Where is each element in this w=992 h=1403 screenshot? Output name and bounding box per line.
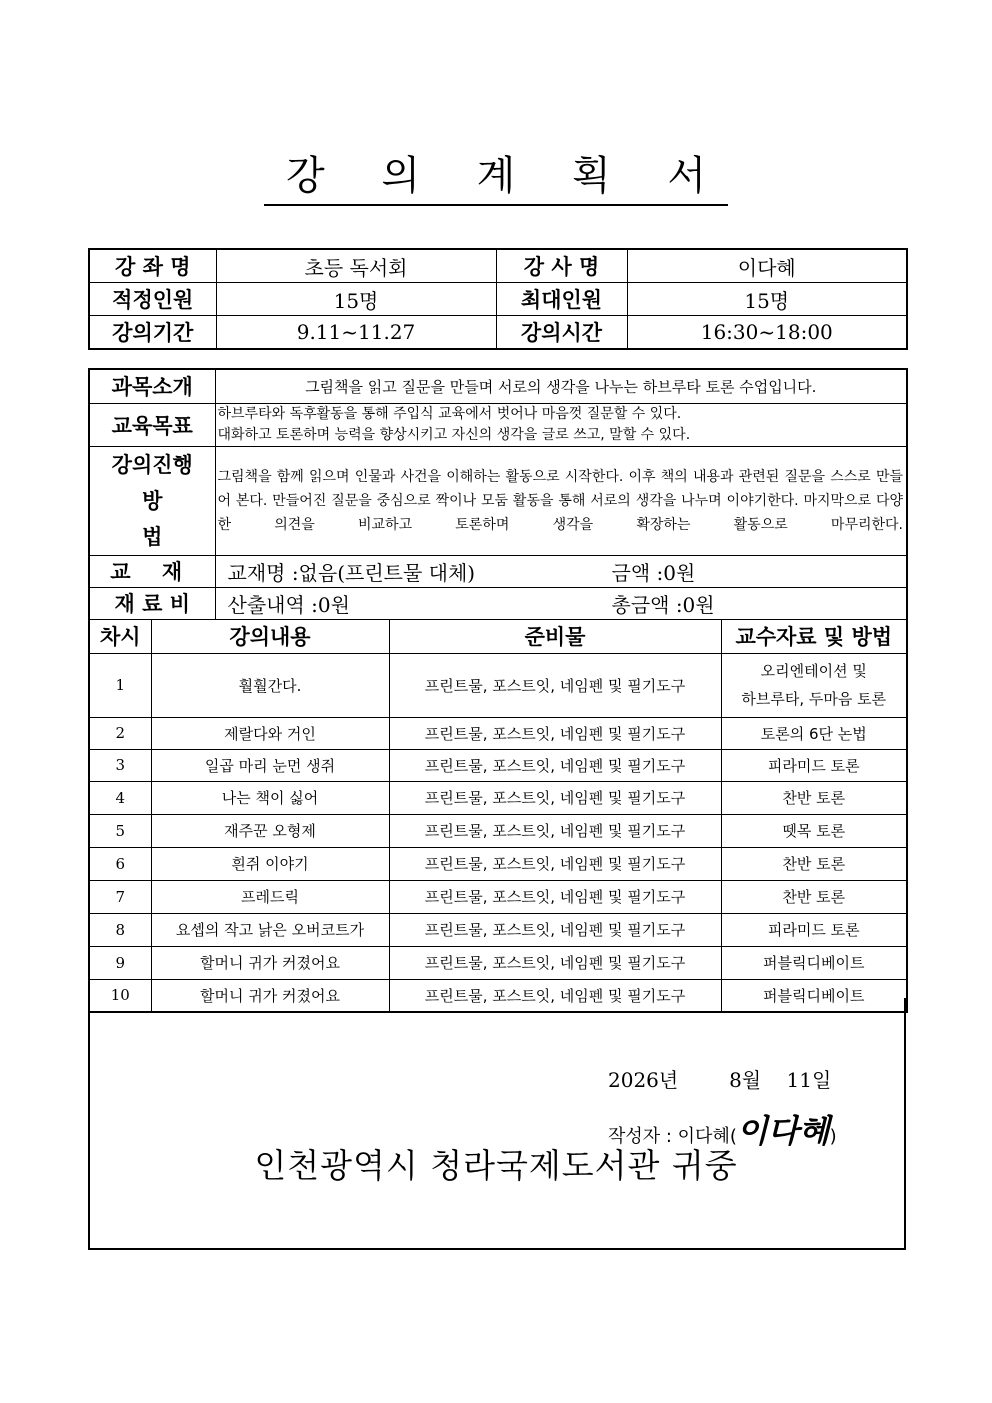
handwritten-signature: 이다혜 [736,1112,830,1150]
recipient: 인천광역시 청라국제도서관 귀중 [254,1146,738,1185]
table-row: 2 제랄다와 거인 프린트물, 포스트잇, 네임펜 및 필기도구 토론의 6단 논법 [89,717,907,749]
period-value: 9.11~11.27 [216,316,496,350]
max-capacity-label: 최대인원 [496,283,627,316]
material-value: 산출내역 :0원 [227,592,350,617]
capacity-label: 적정인원 [89,283,216,316]
col-header-session: 차시 [89,619,151,653]
time-label: 강의시간 [496,316,627,350]
instructor-value: 이다혜 [627,249,907,283]
course-name-label: 강 좌 명 [89,249,216,283]
intro-value: 그림책을 읽고 질문을 만들며 서로의 생각을 나누는 하브루타 토론 수업입니다. [215,369,907,403]
goal-line-1: 하브루타와 독후활동을 통해 주입식 교육에서 벗어나 마음껏 질문할 수 있다. [217,405,682,422]
method-label: 강의진행 방 법 [89,446,215,555]
schedule-header-row [89,619,907,653]
textbook-row [215,555,907,587]
author-label: 작성자 : 이다혜( [608,1126,737,1147]
material-row [215,587,907,619]
col-header-method: 교수자료 및 방법 [721,619,907,653]
table-row: 8 요셉의 작고 낡은 오버코트가 프린트물, 포스트잇, 네임펜 및 필기도구 피라미드 토론 [89,913,907,946]
goal-label: 교육목표 [89,403,215,446]
period-label: 강의기간 [89,316,216,350]
textbook-value: 교재명 :없음(프린트물 대체) [227,560,476,585]
time-value: 16:30~18:00 [627,316,907,350]
col-header-content: 강의내용 [151,619,389,653]
table-row: 7 프레드릭 프린트물, 포스트잇, 네임펜 및 필기도구 찬반 토론 [89,880,907,913]
course-name-value: 초등 독서회 [216,249,496,283]
document-date: 2026년 8월 11일 [608,1068,832,1092]
max-capacity-value: 15명 [627,283,907,316]
material-label: 재 료 비 [89,587,215,619]
table-row: 10 할머니 귀가 커졌어요 프린트물, 포스트잇, 네임펜 및 필기도구 퍼블릭디베이트 [89,979,907,1012]
goal-line-2: 대화하고 토론하며 능력을 향상시키고 자신의 생각을 글로 쓰고, 말할 수 있다. [217,426,691,443]
goal-value [215,403,907,446]
table-row: 4 나는 책이 싫어 프린트물, 포스트잇, 네임펜 및 필기도구 찬반 토론 [89,781,907,814]
textbook-label: 교 재 [89,555,215,587]
author-close: ) [829,1126,837,1147]
table-row: 1 훨훨간다. 프린트물, 포스트잇, 네임펜 및 필기도구 오리엔테이션 및 하브루타, 두마음 토론 [89,653,907,717]
course-info-table [88,248,908,350]
document-title: 강 의 계 획 서 [0,150,992,206]
table-row: 3 일곱 마리 눈먼 생쥐 프린트물, 포스트잇, 네임펜 및 필기도구 피라미드 토론 [89,749,907,781]
intro-label: 과목소개 [89,369,215,403]
method-value: 그림책을 함께 읽으며 인물과 사건을 이해하는 활동으로 시작한다. 이후 책의 내용과 관련된 질문을 스스로 만들어 본다. 만들어진 질문을 중심으로 짝이나 모둠 활동을 통해 서로의 생각을 나누며 이야기한다. 마지막으로 다양한 의견을 비교하고 토론하며 생각을 확장하는 활동으로 마무리한다. [215,446,907,555]
table-row: 6 흰쥐 이야기 프린트물, 포스트잇, 네임펜 및 필기도구 찬반 토론 [89,847,907,880]
schedule-body [89,653,907,1012]
table-row: 5 재주꾼 오형제 프린트물, 포스트잇, 네임펜 및 필기도구 뗏목 토론 [89,814,907,847]
col-header-supplies: 준비물 [389,619,721,653]
material-total: 총금액 :0원 [611,592,715,617]
course-detail-table [88,368,908,1013]
textbook-amount: 금액 :0원 [611,560,696,585]
table-row: 9 할머니 귀가 커졌어요 프린트물, 포스트잇, 네임펜 및 필기도구 퍼블릭디베이트 [89,946,907,979]
capacity-value: 15명 [216,283,496,316]
instructor-label: 강 사 명 [496,249,627,283]
